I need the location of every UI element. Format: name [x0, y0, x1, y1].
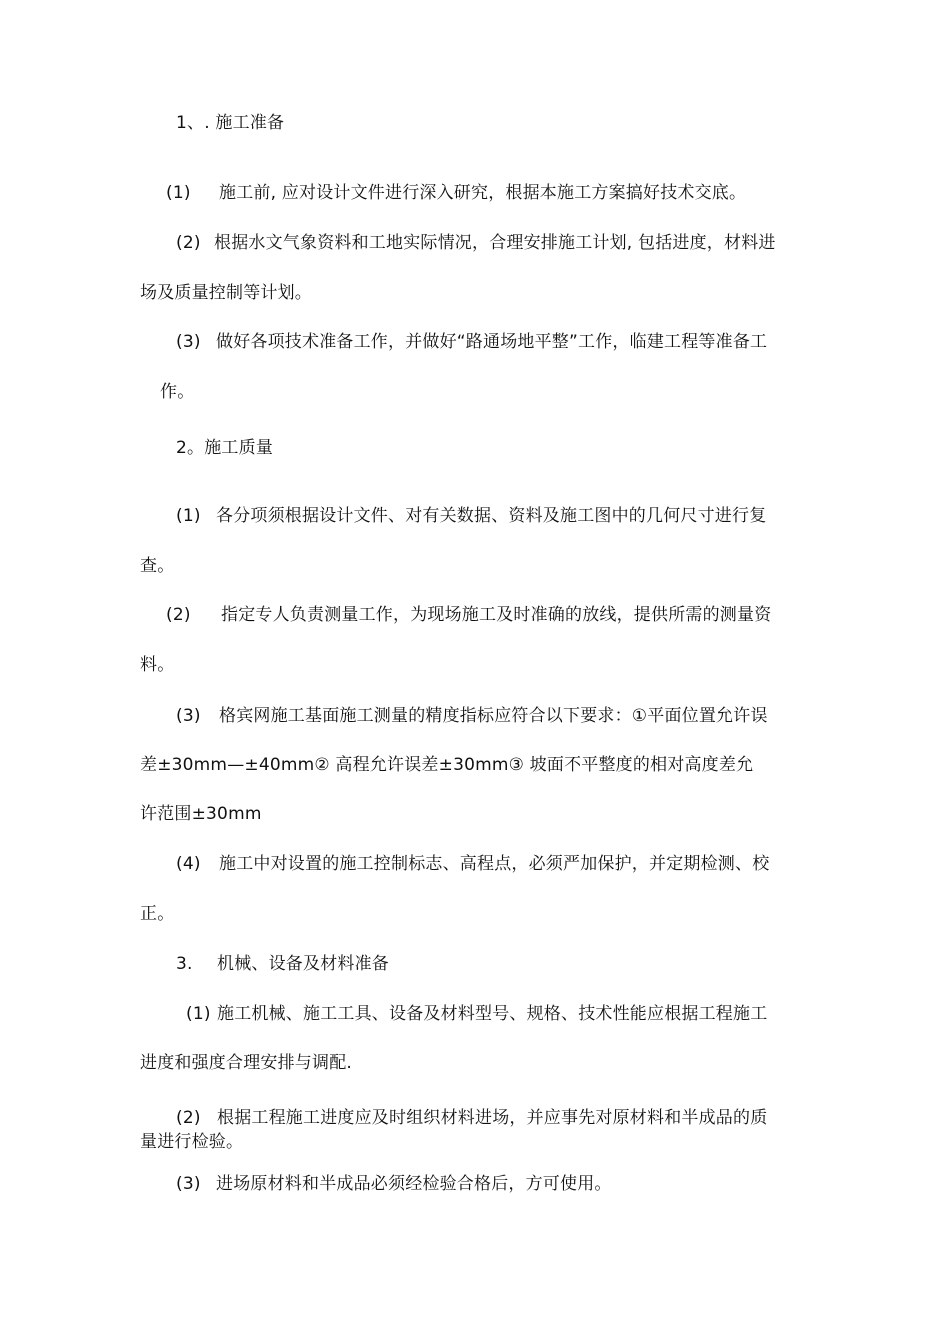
s2-p3-line3: 许范围±30mm: [140, 804, 262, 824]
section-1-heading: 1、. 施工准备: [176, 113, 285, 133]
s3-p1-line2: 进度和强度合理安排与调配.: [140, 1053, 353, 1073]
s3-p1-line1: 施工机械、施工工具、设备及材料型号、规格、技术性能应根据工程施工: [217, 1004, 768, 1024]
s2-p3-number: (3): [176, 706, 201, 726]
s3-p1-number: (1): [186, 1004, 211, 1024]
s2-p2-line1: 指定专人负责测量工作，为现场施工及时准确的放线，提供所需的测量资: [221, 605, 772, 625]
s2-p4-line2: 正。: [140, 904, 175, 924]
s1-p2-line2: 场及质量控制等计划。: [140, 283, 312, 303]
s3-p2-number: (2): [176, 1108, 201, 1128]
s1-p3-line1: 做好各项技术准备工作，并做好“路通场地平整”工作，临建工程等准备工: [216, 332, 768, 352]
s2-p1-line1: 各分项须根据设计文件、对有关数据、资料及施工图中的几何尺寸进行复: [216, 506, 767, 526]
s3-p2-line1: 根据工程施工进度应及时组织材料进场，并应事先对原材料和半成品的质: [217, 1108, 768, 1128]
s2-p2-line2: 料。: [140, 655, 175, 675]
s1-p1-text: 施工前, 应对设计文件进行深入研究，根据本施工方案搞好技术交底。: [219, 183, 747, 203]
s2-p4-line1: 施工中对设置的施工控制标志、高程点，必须严加保护，并定期检测、校: [219, 854, 770, 874]
s1-p3-number: (3): [176, 332, 201, 352]
section-3-heading-number: 3.: [176, 954, 193, 974]
s2-p2-number: (2): [166, 605, 191, 625]
s1-p2-number: (2): [176, 233, 201, 253]
section-2-heading: 2。施工质量: [176, 438, 274, 458]
s2-p3-line2: 差±30mm—±40mm② 高程允许误差±30mm③ 坡面不平整度的相对高度差允: [140, 755, 754, 775]
s2-p1-line2: 查。: [140, 556, 175, 576]
s3-p3-number: (3): [176, 1174, 201, 1194]
s2-p3-line1: 格宾网施工基面施工测量的精度指标应符合以下要求：①平面位置允许误: [219, 706, 768, 726]
section-3-heading-text: 机械、设备及材料准备: [217, 954, 389, 974]
s2-p1-number: (1): [176, 506, 201, 526]
s3-p2-line2: 量进行检验。: [140, 1132, 244, 1152]
s2-p4-number: (4): [176, 854, 201, 874]
s1-p2-line1: 根据水文气象资料和工地实际情况，合理安排施工计划, 包括进度，材料进: [214, 233, 776, 253]
s1-p3-line2: 作。: [160, 382, 195, 402]
s1-p1-number: (1): [166, 183, 191, 203]
s3-p3-text: 进场原材料和半成品必须经检验合格后，方可使用。: [216, 1174, 612, 1194]
